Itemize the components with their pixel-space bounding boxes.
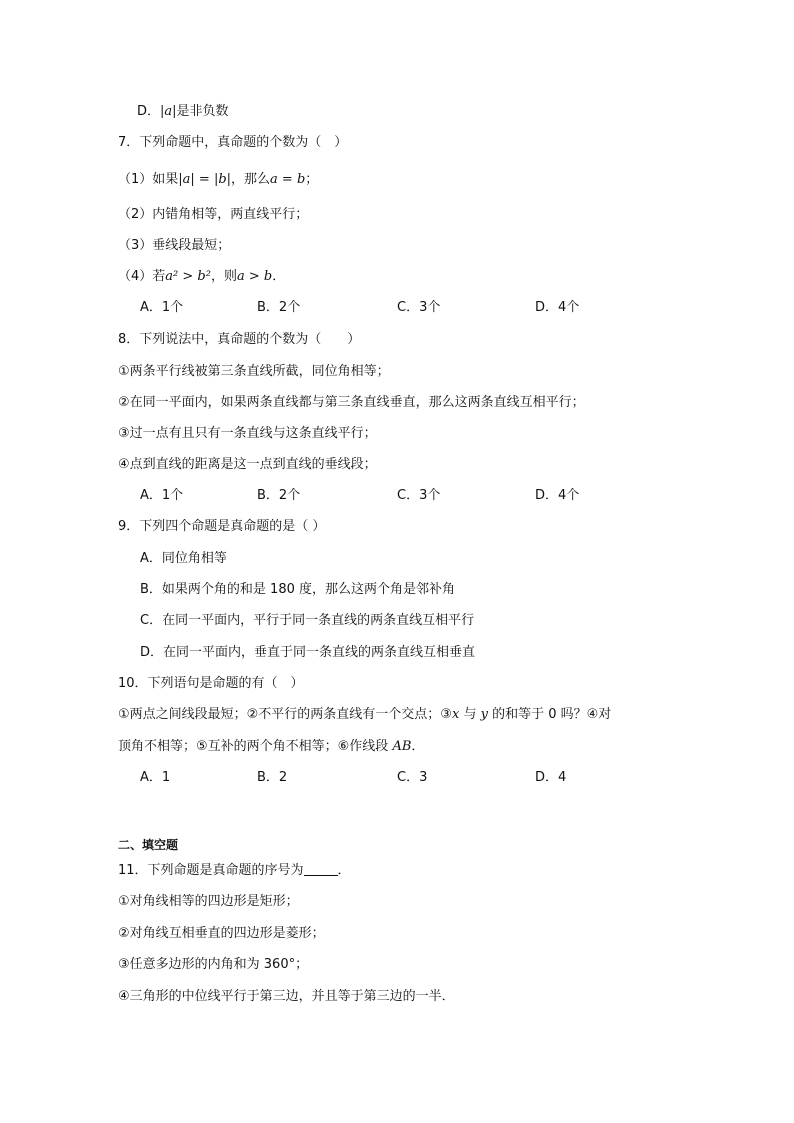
q10-stem: 10．下列语句是命题的有（ ） — [118, 676, 304, 691]
q7-stem: 7．下列命题中，真命题的个数为（ ） — [118, 135, 348, 150]
q11-item-1: ①对角线相等的四边形是矩形； — [118, 894, 299, 909]
q7-option-c: C．3个 — [397, 300, 441, 315]
q10-option-c: C．3 — [397, 770, 428, 785]
q8-option-d: D．4个 — [535, 488, 580, 503]
q7-statement-3: （3）垂线段最短； — [118, 238, 231, 253]
q10-option-a: A．1 — [140, 770, 171, 785]
q9-option-a: A．同位角相等 — [140, 551, 227, 566]
q10-line-1: ①两点之间线段最短；②不平行的两条直线有一个交点；③x 与 y 的和等于 0 吗？④对 — [118, 707, 612, 722]
q6-option-d: D．|a|是非负数 — [137, 104, 229, 119]
q8-option-a: A．1个 — [140, 488, 184, 503]
q8-option-c: C．3个 — [397, 488, 441, 503]
q10-option-b: B．2 — [257, 770, 288, 785]
q11-stem: 11．下列命题是真命题的序号为 ． — [118, 863, 351, 878]
q8-item-1: ①两条平行线被第三条直线所截，同位角相等； — [118, 364, 390, 379]
q7-option-d: D．4个 — [535, 300, 580, 315]
q10-line-2: 顶角不相等；⑤互补的两个角不相等；⑥作线段 AB． — [118, 739, 425, 754]
q8-stem: 8．下列说法中，真命题的个数为（ ） — [118, 332, 361, 347]
q9-option-d: D．在同一平面内，垂直于同一条直线的两条直线互相垂直 — [140, 645, 476, 660]
q9-option-b: B．如果两个角的和是 180 度，那么这两个角是邻补角 — [140, 582, 455, 597]
q8-item-2: ②在同一平面内，如果两条直线都与第三条直线垂直，那么这两条直线互相平行； — [118, 395, 585, 410]
q8-option-b: B．2个 — [257, 488, 301, 503]
q7-option-a: A．1个 — [140, 300, 184, 315]
q9-stem: 9．下列四个命题是真命题的是（ ） — [118, 519, 326, 534]
q11-item-4: ④三角形的中位线平行于第三边，并且等于第三边的一半． — [118, 989, 455, 1004]
q11-item-2: ②对角线互相垂直的四边形是菱形； — [118, 926, 325, 941]
q7-statement-2: （2）内错角相等，两直线平行； — [118, 207, 309, 222]
q7-option-b: B．2个 — [257, 300, 301, 315]
q7-statement-1: （1）如果|a| = |b|，那么a = b； — [118, 172, 319, 187]
section-heading-fill-in: 二、填空题 — [118, 838, 179, 852]
q7-statement-4: （4）若a² > b²，则a > b． — [118, 269, 286, 284]
q9-option-c: C．在同一平面内，平行于同一条直线的两条直线互相平行 — [140, 613, 475, 628]
q11-answer-blank — [304, 862, 338, 876]
q11-item-3: ③任意多边形的内角和为 360°； — [118, 957, 309, 972]
q10-option-d: D．4 — [535, 770, 567, 785]
q8-item-4: ④点到直线的距离是这一点到直线的垂线段； — [118, 457, 377, 472]
q8-item-3: ③过一点有且只有一条直线与这条直线平行； — [118, 426, 377, 441]
